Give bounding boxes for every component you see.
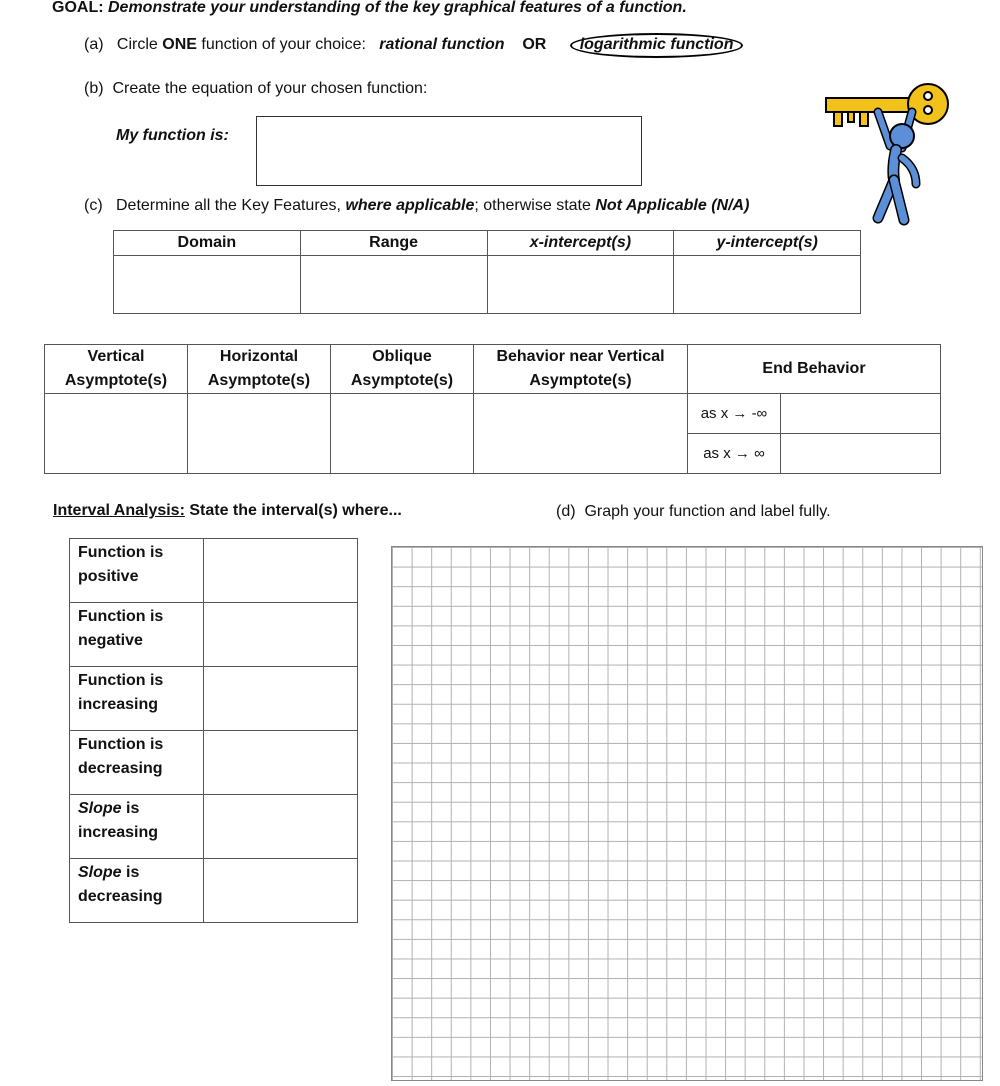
goal-heading: GOAL: Demonstrate your understanding of the key graphical features of a function. (52, 0, 687, 16)
header-oblique-asymptotes: Oblique Asymptote(s) (331, 345, 474, 394)
interval-label-increasing: Function is increasing (70, 667, 204, 731)
interval-table (69, 538, 358, 923)
x-intercept-cell[interactable] (487, 256, 674, 314)
part-b: (b) Create the equation of your chosen function: (84, 80, 428, 97)
interval-label-negative: Function is negative (70, 603, 204, 667)
interval-cell-slope-decreasing[interactable] (204, 859, 358, 923)
interval-cell-negative[interactable] (204, 603, 358, 667)
part-c: (c) Determine all the Key Features, where applicable; otherwise state Not Applicable (N/A) (84, 197, 750, 214)
interval-label-positive: Function is positive (70, 539, 204, 603)
horizontal-asymptote-cell[interactable] (188, 394, 331, 474)
end-behavior-neg-cell[interactable] (781, 394, 941, 434)
part-a: (a) Circle ONE function of your choice: rational function OR logarithmic function (84, 33, 743, 58)
vertical-asymptote-cell[interactable] (45, 394, 188, 474)
interval-label-slope-decreasing: Slope is decreasing (70, 859, 204, 923)
end-behavior-pos-label: as x → ∞ (688, 434, 781, 474)
interval-label-slope-increasing: Slope is increasing (70, 795, 204, 859)
interval-cell-decreasing[interactable] (204, 731, 358, 795)
header-domain: Domain (114, 231, 301, 256)
domain-cell[interactable] (114, 256, 301, 314)
header-end-behavior: End Behavior (688, 345, 941, 394)
my-function-label: My function is: (116, 127, 229, 144)
header-horizontal-asymptotes: Horizontal Asymptote(s) (188, 345, 331, 394)
header-y-intercepts: y-intercept(s) (674, 231, 861, 256)
graph-paper-grid[interactable] (391, 546, 983, 1081)
header-x-intercepts: x-intercept(s) (487, 231, 674, 256)
interval-cell-increasing[interactable] (204, 667, 358, 731)
interval-cell-positive[interactable] (204, 539, 358, 603)
end-behavior-pos-cell[interactable] (781, 434, 941, 474)
y-intercept-cell[interactable] (674, 256, 861, 314)
function-answer-box[interactable] (256, 116, 642, 186)
interval-analysis-title: Interval Analysis: State the interval(s) where... (53, 502, 402, 519)
behavior-near-va-cell[interactable] (474, 394, 688, 474)
header-range: Range (300, 231, 487, 256)
header-behavior-near-va: Behavior near Vertical Asymptote(s) (474, 345, 688, 394)
oblique-asymptote-cell[interactable] (331, 394, 474, 474)
key-figure-icon (820, 68, 950, 230)
interval-cell-slope-increasing[interactable] (204, 795, 358, 859)
header-vertical-asymptotes: Vertical Asymptote(s) (45, 345, 188, 394)
option-rational[interactable]: rational function (379, 36, 505, 53)
end-behavior-neg-label: as x → -∞ (688, 394, 781, 434)
range-cell[interactable] (300, 256, 487, 314)
asymptote-table (44, 344, 941, 474)
option-logarithmic-circled[interactable]: logarithmic function (570, 33, 744, 58)
part-d: (d) Graph your function and label fully. (556, 503, 831, 520)
key-features-table (113, 230, 861, 314)
interval-label-decreasing: Function is decreasing (70, 731, 204, 795)
